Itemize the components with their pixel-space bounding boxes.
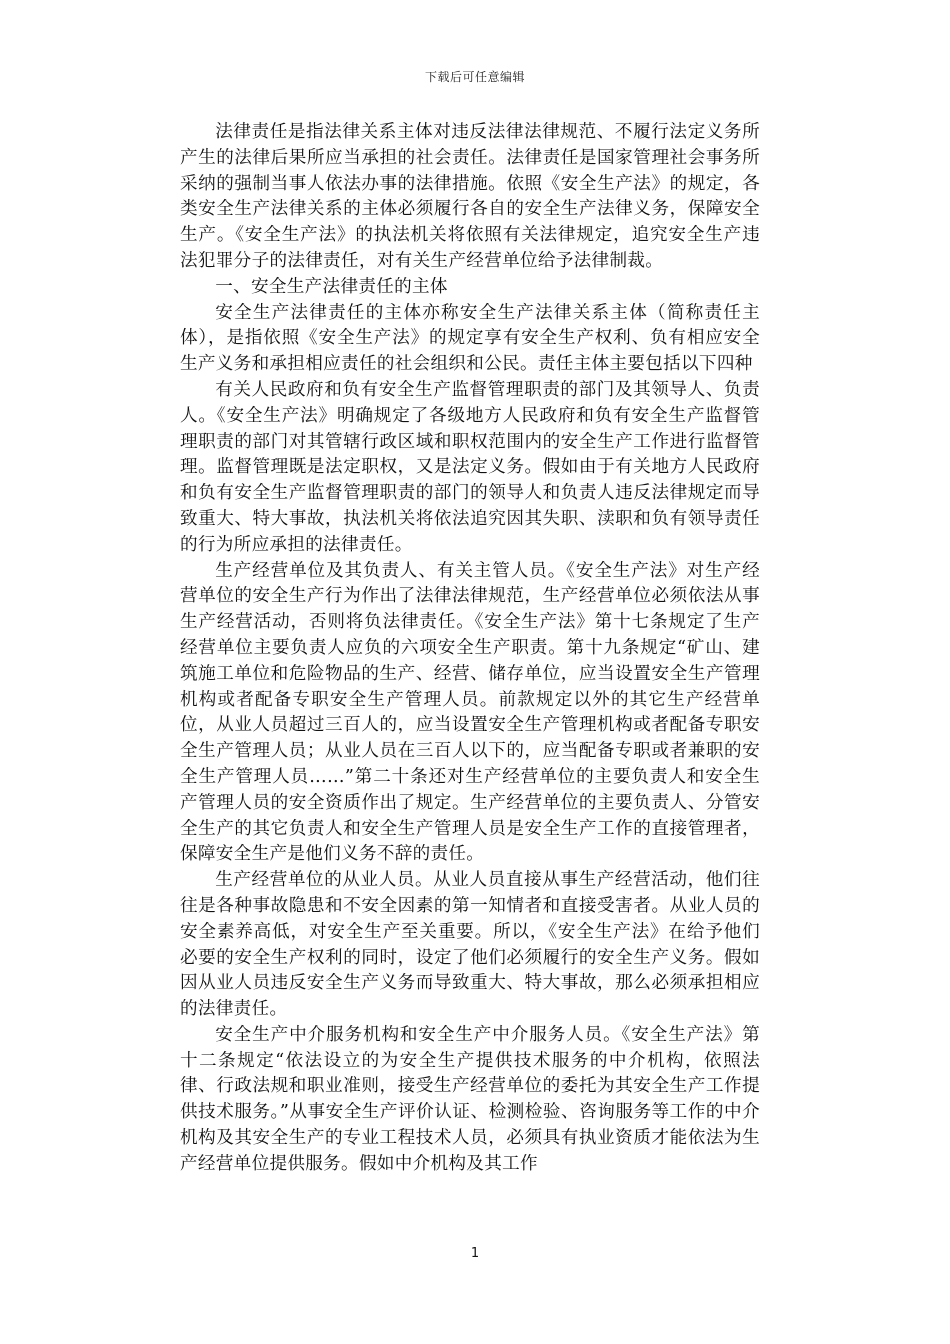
document-body bbox=[180, 120, 760, 1178]
paragraph-subjects-intro: 安全生产法律责任的主体亦称安全生产法律关系主体（简称责任主体），是指依照《安全生产法》的规定享有安全生产权利、负有相应安全生产义务和承担相应责任的社会组织和公民。责任主体主要包括以下四种 bbox=[180, 302, 760, 375]
section-heading-liability-subjects: 一、安全生产法律责任的主体 bbox=[215, 276, 448, 297]
paragraph-intermediary-agencies: 安全生产中介服务机构和安全生产中介服务人员。《安全生产法》第十二条规定“依法设立的为安全生产提供技术服务的中介机构，依照法律、行政法规和职业准则，接受生产经营单位的委托为其安全生产工作提供技术服务。”从事安全生产评价认证、检测检验、咨询服务等工作的中介机构及其安全生产的专业工程技术人员，必须具有执业资质才能依法为生产经营单位提供服务。假如中介机构及其工作 bbox=[180, 1024, 760, 1174]
paragraph-government-departments: 有关人民政府和负有安全生产监督管理职责的部门及其领导人、负责人。《安全生产法》明确规定了各级地方人民政府和负有安全生产监督管理职责的部门对其管辖行政区域和职权范围内的安全生产工作进行监督管理。监督管理既是法定职权，又是法定义务。假如由于有关地方人民政府和负有安全生产监督管理职责的部门的领导人和负责人违反法律规定而导致重大、特大事故，执法机关将依法追究因其失职、渎职和负有领导责任的行为所应承担的法律责任。 bbox=[180, 379, 760, 555]
paragraph-employees: 生产经营单位的从业人员。从业人员直接从事生产经营活动，他们往往是各种事故隐患和不安全因素的第一知情者和直接受害者。从业人员的安全素养高低，对安全生产至关重要。所以，《安全生产法》在给予他们必要的安全生产权利的同时，设定了他们必须履行的安全生产义务。假如因从业人员违反安全生产义务而导致重大、特大事故，那么必须承担相应的法律责任。 bbox=[180, 870, 760, 1020]
page-number: 1 bbox=[470, 1246, 480, 1261]
paragraph-legal-liability-definition: 法律责任是指法律关系主体对违反法律法律规范、不履行法定义务所产生的法律后果所应当承担的社会责任。法律责任是国家管理社会事务所采纳的强制当事人依法办事的法律措施。依照《安全生产法》的规定，各类安全生产法律关系的主体必须履行各自的安全生产法律义务，保障安全生产。《安全生产法》的执法机关将依照有关法律规定，追究安全生产违法犯罪分子的法律责任，对有关生产经营单位给予法律制裁。 bbox=[180, 122, 760, 271]
paragraph-production-units: 生产经营单位及其负责人、有关主管人员。《安全生产法》对生产经营单位的安全生产行为作出了法律法律规范，生产经营单位必须依法从事生产经营活动，否则将负法律责任。《安全生产法》第十七条规定了生产经营单位主要负责人应负的六项安全生产职责。第十九条规定“矿山、建筑施工单位和危险物品的生产、经营、储存单位，应当设置安全生产管理机构或者配备专职安全生产管理人员。前款规定以外的其它生产经营单位，从业人员超过三百人的，应当设置安全生产管理机构或者配备专职安全生产管理人员；从业人员在三百人以下的，应当配备专职或者兼职的安全生产管理人员……”第二十条还对生产经营单位的主要负责人和安全生产管理人员的安全资质作出了规定。生产经营单位的主要负责人、分管安全生产的其它负责人和安全生产管理人员是安全生产工作的直接管理者，保障安全生产是他们义务不辞的责任。 bbox=[180, 560, 760, 865]
page-header: 下载后可任意编辑 bbox=[424, 70, 525, 84]
